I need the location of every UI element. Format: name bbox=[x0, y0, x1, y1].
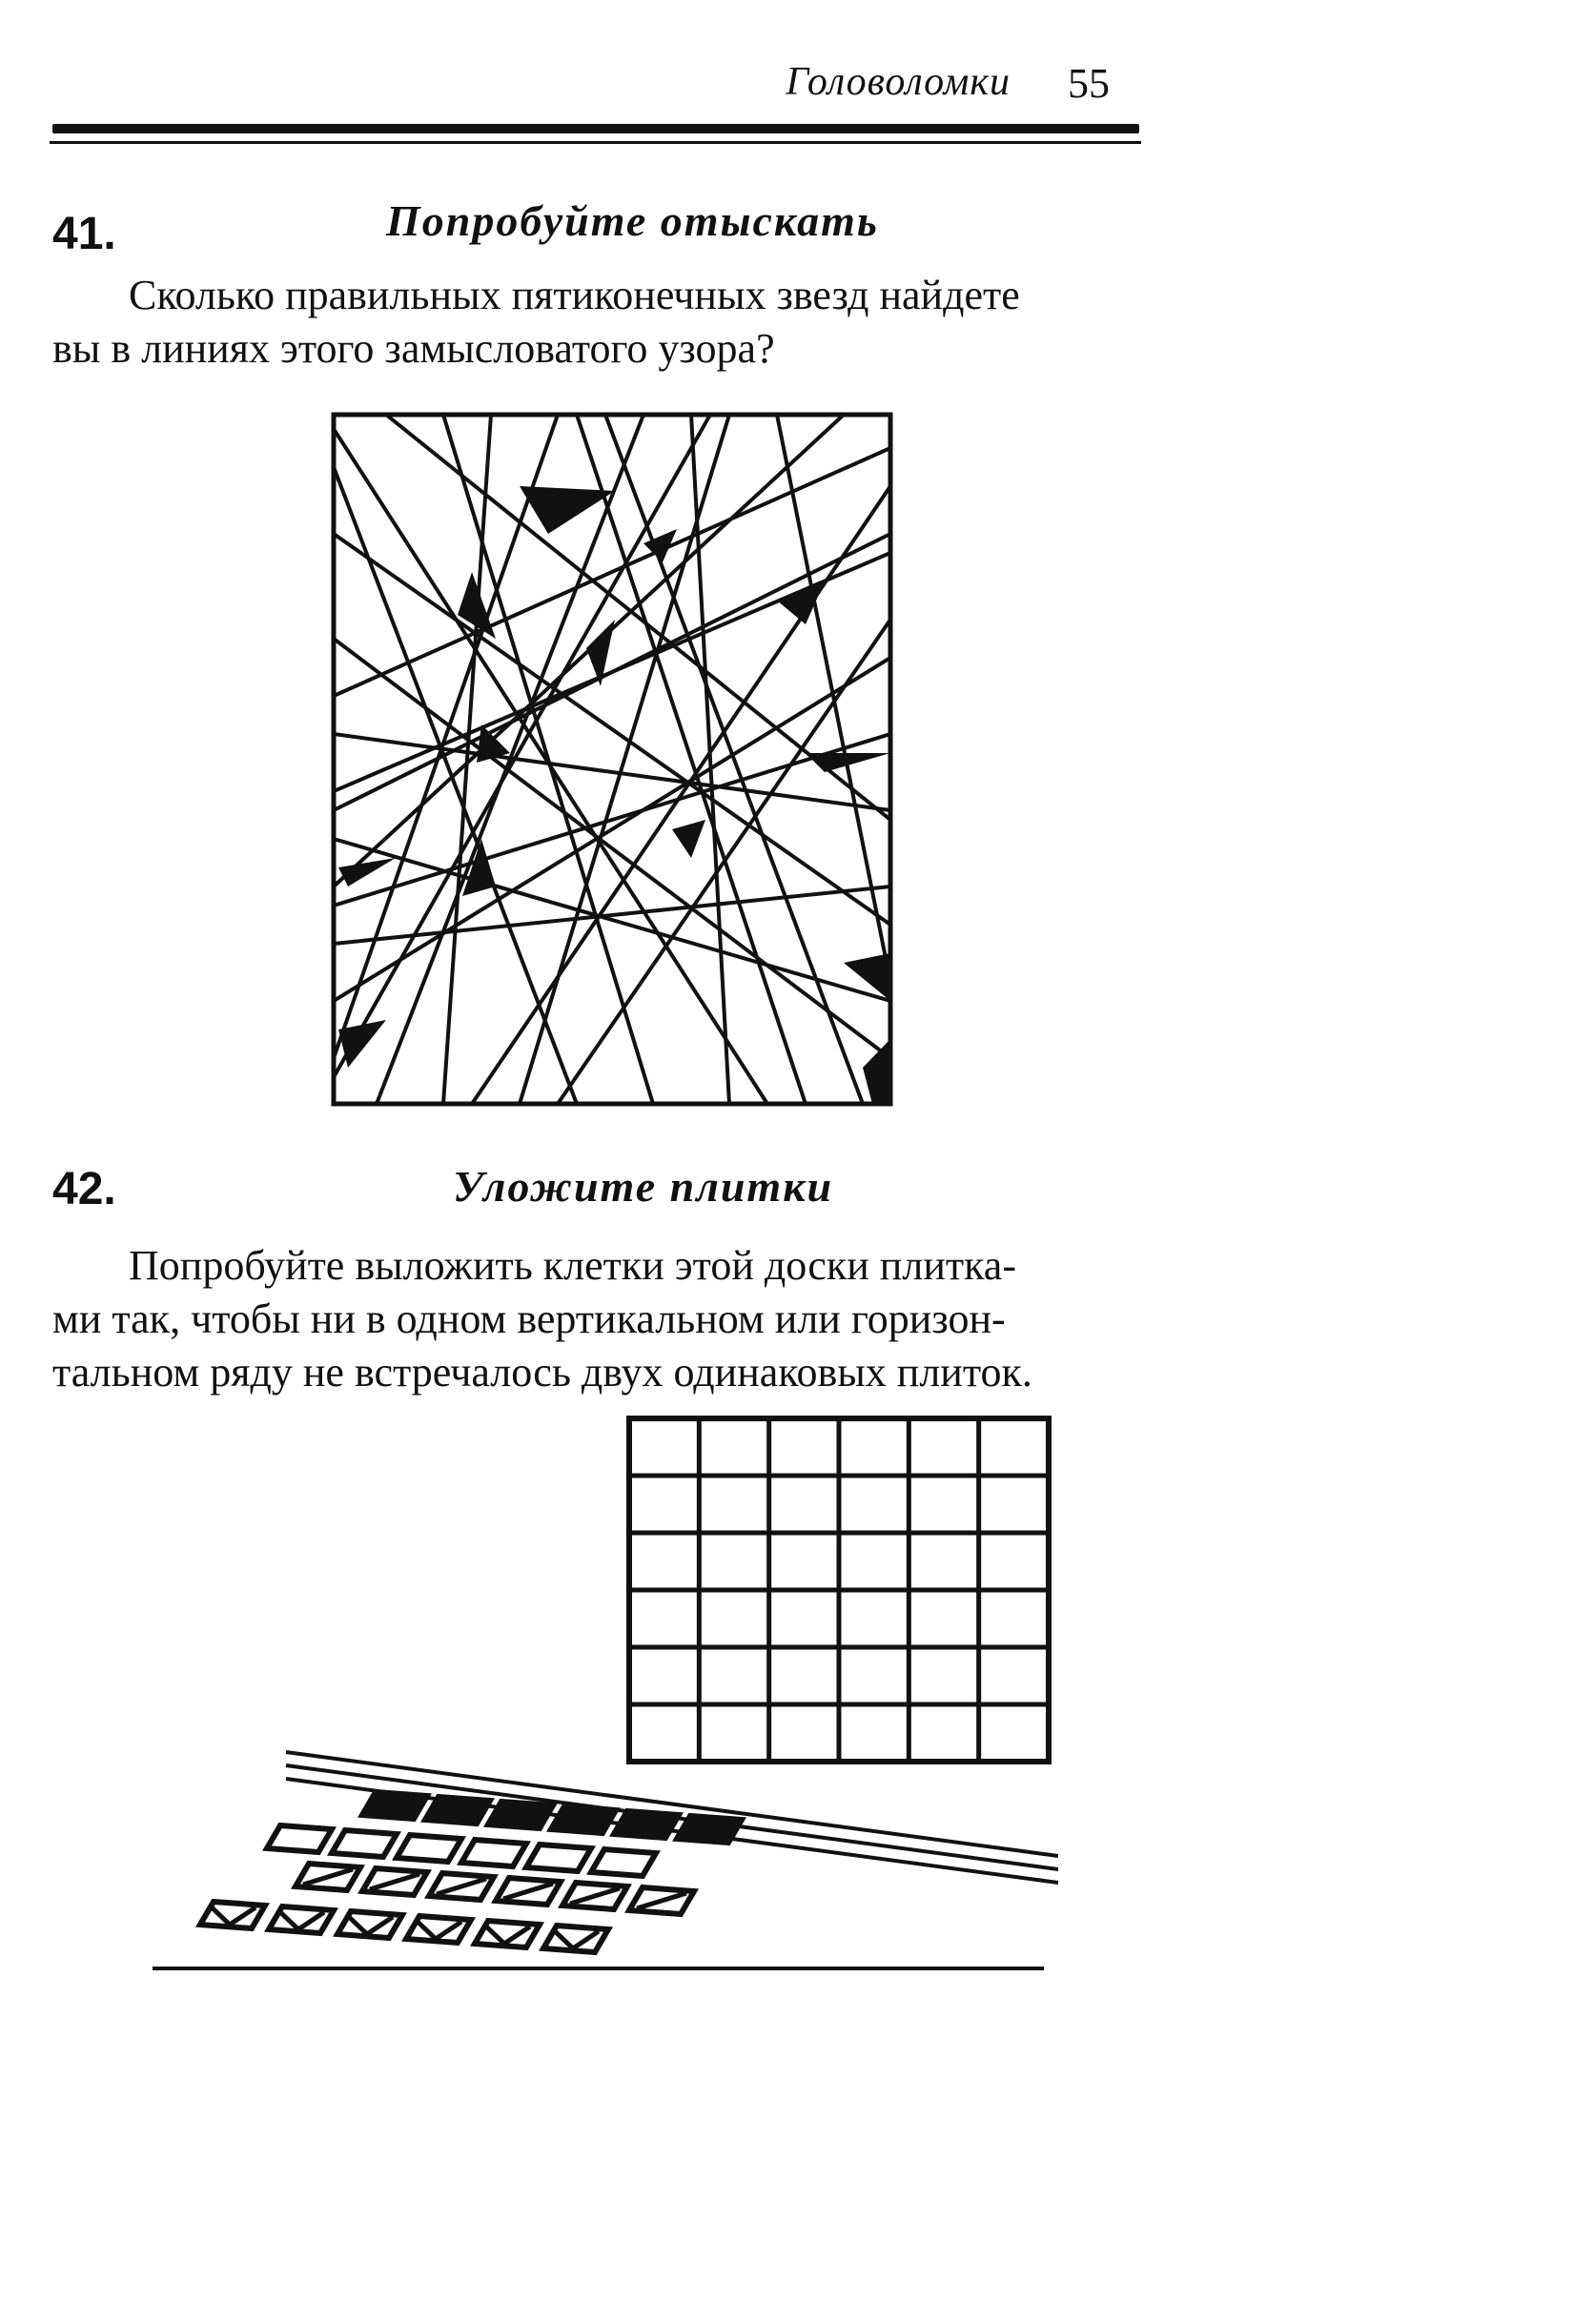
problem-42-text bbox=[0, 1239, 1593, 1411]
tile-triangle bbox=[475, 1921, 540, 1947]
tile-pieces bbox=[200, 1792, 742, 1952]
page-number: 55 bbox=[1068, 60, 1110, 107]
running-header-title: Головоломки bbox=[786, 60, 1011, 104]
tile-empty bbox=[267, 1825, 332, 1852]
tile-diagonal bbox=[362, 1868, 427, 1895]
problem-41-title: Попробуйте отыскать bbox=[386, 196, 879, 245]
tile-diagonal bbox=[496, 1878, 561, 1905]
tile-diagonal bbox=[562, 1883, 627, 1909]
tile-empty bbox=[332, 1830, 397, 1857]
header-rule-thick bbox=[52, 124, 1139, 133]
tile-filled bbox=[488, 1802, 553, 1828]
tile-triangle bbox=[269, 1906, 334, 1933]
problem-41-line-1: Сколько правильных пятиконечных звезд найдете bbox=[129, 272, 1020, 318]
problem-42-title: Уложите плитки bbox=[453, 1162, 834, 1211]
problem-42-line-3: тальном ряду не встречалось двух одинаковых плиток. bbox=[52, 1349, 1032, 1396]
tile-filled bbox=[677, 1816, 742, 1843]
problem-41-line-2: вы в линиях этого замысловатого узора? bbox=[52, 325, 775, 372]
tile-board bbox=[629, 1418, 1049, 1762]
tile-diagonal bbox=[296, 1864, 360, 1890]
problem-42-line-1: Попробуйте выложить клетки этой доски плитка- bbox=[129, 1242, 1016, 1289]
tile-empty bbox=[397, 1835, 461, 1862]
star-pattern-figure bbox=[329, 410, 901, 1111]
problem-42-line-2: ми так, чтобы ни в одном вертикальном или горизон- bbox=[52, 1295, 1006, 1342]
tile-puzzle-figure bbox=[143, 1411, 1058, 2002]
problem-41-number: 41. bbox=[52, 209, 116, 259]
tile-empty bbox=[526, 1845, 591, 1871]
tile-filled bbox=[362, 1792, 427, 1819]
problem-42-number: 42. bbox=[52, 1164, 116, 1214]
tile-filled bbox=[551, 1806, 616, 1833]
tile-empty bbox=[461, 1840, 526, 1866]
tile-triangle bbox=[543, 1926, 608, 1952]
tile-triangle bbox=[200, 1902, 265, 1928]
header-rule-thin bbox=[50, 141, 1141, 144]
tile-filled bbox=[425, 1797, 490, 1824]
tile-triangle bbox=[406, 1916, 471, 1943]
tile-diagonal bbox=[429, 1873, 494, 1900]
problem-41-text bbox=[0, 269, 1593, 383]
tile-filled bbox=[614, 1811, 679, 1838]
tile-empty bbox=[591, 1849, 656, 1876]
tile-diagonal bbox=[629, 1887, 694, 1914]
star-pattern-lines bbox=[334, 415, 890, 1104]
tile-triangle bbox=[337, 1911, 402, 1938]
